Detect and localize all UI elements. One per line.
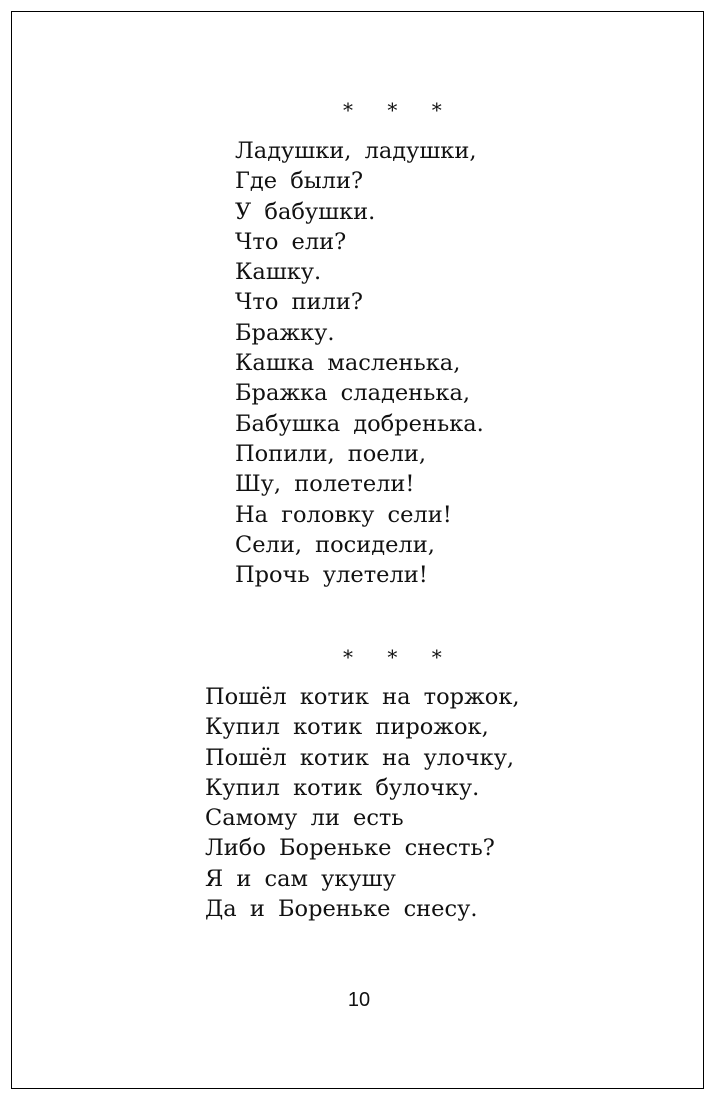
poem-line: Что ели? <box>235 228 347 255</box>
poem-line: Самому ли есть <box>205 805 404 832</box>
page-number: 10 <box>347 989 371 1011</box>
poem-line: Где были? <box>235 168 364 195</box>
poem-line: Ладушки, ладушки, <box>235 138 477 164</box>
poem-line: Купил котик булочку. <box>205 774 480 801</box>
poem-line: Бражка сладенька, <box>235 380 471 407</box>
poem-line: Кашку. <box>235 259 322 286</box>
poem-kotik <box>205 682 520 924</box>
poem-line: Купил котик пирожок, <box>205 714 489 741</box>
poem-line: Что пили? <box>235 289 363 316</box>
poem-line: Прочь улетели! <box>235 562 428 589</box>
poem-line: Либо Бореньке снесть? <box>205 835 495 862</box>
poem-line: Шу, полетели! <box>235 471 415 498</box>
poem-line: На головку сели! <box>235 501 452 528</box>
stanza-separator: * * * <box>343 98 456 122</box>
poem-ladushki <box>235 136 484 590</box>
poem-line: Бабушка добренька. <box>235 410 484 437</box>
stanza-separator: * * * <box>343 645 456 669</box>
poem-line: Кашка масленька, <box>235 350 461 377</box>
poem-line: Пошёл котик на улочку, <box>205 744 515 771</box>
poem-line: Бражку. <box>235 319 335 346</box>
poem-line: Да и Бореньке снесу. <box>205 896 478 923</box>
poem-line: Попили, поели, <box>235 440 427 467</box>
poem-line: Пошёл котик на торжок, <box>205 684 520 710</box>
poem-line: Я и сам укушу <box>205 865 396 892</box>
poem-line: Сели, посидели, <box>235 531 435 558</box>
poem-line: У бабушки. <box>235 198 376 225</box>
